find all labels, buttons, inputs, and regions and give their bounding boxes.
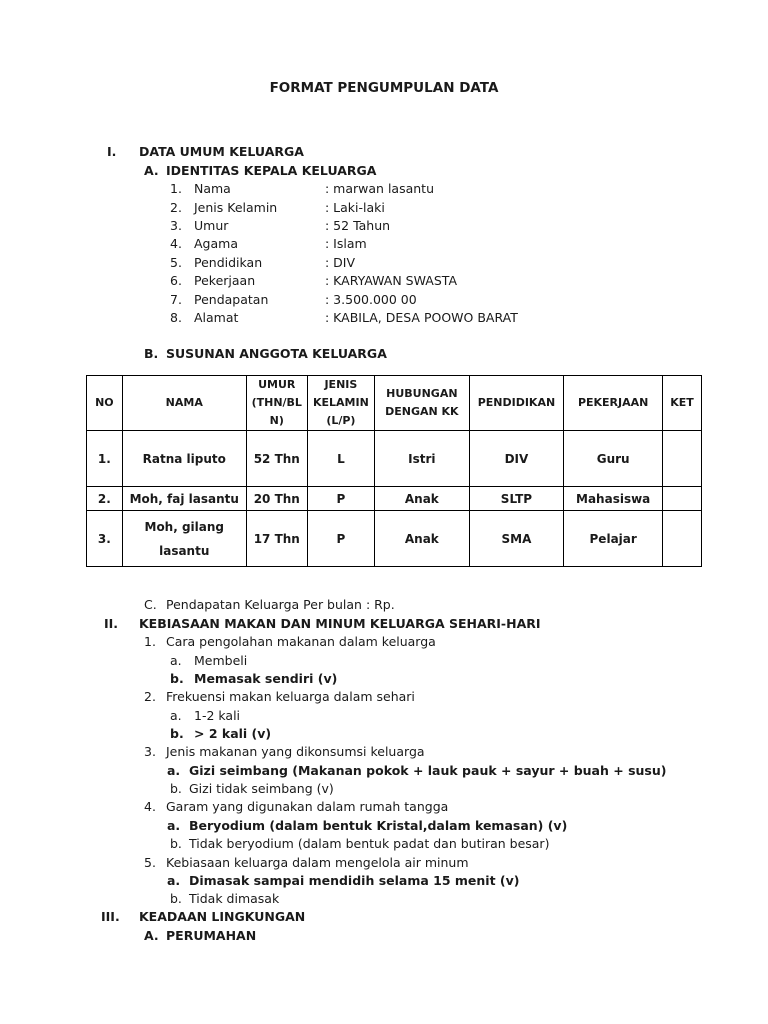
identity-label: Pendapatan bbox=[194, 292, 269, 307]
header-umur: UMUR (THN/BL N) bbox=[246, 376, 307, 431]
habit-question: Garam yang digunakan dalam rumah tangga bbox=[166, 799, 449, 814]
cell-pekerjaan: Mahasiswa bbox=[564, 487, 663, 511]
habit-question: Frekuensi makan keluarga dalam sehari bbox=[166, 689, 415, 704]
cell-jenis-kelamin: L bbox=[307, 431, 374, 487]
option-text: 1-2 kali bbox=[194, 708, 241, 723]
identity-label: Agama bbox=[194, 236, 238, 251]
habit-number: 2. bbox=[144, 689, 156, 704]
cell-ket bbox=[663, 431, 702, 487]
identity-label: Nama bbox=[194, 181, 231, 196]
identity-label: Alamat bbox=[194, 310, 239, 325]
cell-umur: 20 Thn bbox=[246, 487, 307, 511]
cell-jenis-kelamin: P bbox=[307, 511, 374, 567]
identity-label: Umur bbox=[194, 218, 229, 233]
cell-pendidikan: SLTP bbox=[469, 487, 564, 511]
option-letter-selected: a. bbox=[167, 873, 181, 888]
option-letter: b. bbox=[170, 891, 182, 906]
cell-nama: Moh, gilang lasantu bbox=[122, 511, 246, 567]
section-2-number: II. bbox=[104, 616, 119, 631]
subsection-c-text: Pendapatan Keluarga Per bulan : Rp. bbox=[166, 597, 395, 612]
option-letter-selected: b. bbox=[170, 726, 184, 741]
option-text-selected: Dimasak sampai mendidih selama 15 menit (v) bbox=[189, 873, 520, 888]
habit-number: 1. bbox=[144, 634, 156, 649]
identity-number: 3. bbox=[170, 218, 182, 233]
identity-number: 7. bbox=[170, 292, 182, 307]
identity-value: : KABILA, DESA POOWO BARAT bbox=[325, 310, 518, 325]
subsection-perumahan-heading: PERUMAHAN bbox=[166, 928, 257, 943]
identity-label: Pendidikan bbox=[194, 255, 263, 270]
section-3-number: III. bbox=[101, 909, 120, 924]
header-pendidikan: PENDIDIKAN bbox=[469, 376, 564, 431]
option-letter: b. bbox=[170, 836, 182, 851]
cell-ket bbox=[663, 487, 702, 511]
section-1-number: I. bbox=[107, 144, 117, 159]
cell-ket bbox=[663, 511, 702, 567]
cell-hubungan: Istri bbox=[375, 431, 470, 487]
identity-number: 8. bbox=[170, 310, 182, 325]
table-row bbox=[87, 487, 702, 511]
section-2-heading: KEBIASAAN MAKAN DAN MINUM KELUARGA SEHARI-HARI bbox=[139, 616, 541, 631]
cell-pendidikan: SMA bbox=[469, 511, 564, 567]
section-1-heading: DATA UMUM KELUARGA bbox=[139, 144, 304, 159]
option-text: Tidak beryodium (dalam bentuk padat dan butiran besar) bbox=[189, 836, 550, 851]
identity-number: 2. bbox=[170, 200, 182, 215]
option-letter-selected: a. bbox=[167, 763, 181, 778]
identity-value: : 3.500.000 00 bbox=[325, 292, 417, 307]
cell-hubungan: Anak bbox=[375, 511, 470, 567]
option-text: Gizi tidak seimbang (v) bbox=[189, 781, 334, 796]
header-jenis-kelamin: JENIS KELAMIN (L/P) bbox=[307, 376, 374, 431]
habit-question: Kebiasaan keluarga dalam mengelola air minum bbox=[166, 855, 469, 870]
habit-number: 3. bbox=[144, 744, 156, 759]
cell-no: 3. bbox=[87, 511, 123, 567]
option-letter-selected: b. bbox=[170, 671, 184, 686]
subsection-a-letter: A. bbox=[144, 163, 159, 178]
subsection-perumahan-letter: A. bbox=[144, 928, 159, 943]
option-text-selected: Gizi seimbang (Makanan pokok + lauk pauk + sayur + buah + susu) bbox=[189, 763, 667, 778]
page-title: FORMAT PENGUMPULAN DATA bbox=[269, 80, 499, 96]
table-row bbox=[87, 511, 702, 567]
cell-no: 1. bbox=[87, 431, 123, 487]
option-text-selected: Beryodium (dalam bentuk Kristal,dalam kemasan) (v) bbox=[189, 818, 568, 833]
option-text-selected: Memasak sendiri (v) bbox=[194, 671, 338, 686]
table-row bbox=[87, 431, 702, 487]
habit-number: 5. bbox=[144, 855, 156, 870]
identity-value: : KARYAWAN SWASTA bbox=[325, 273, 457, 288]
identity-value: : marwan lasantu bbox=[325, 181, 434, 196]
header-hubungan: HUBUNGAN DENGAN KK bbox=[375, 376, 470, 431]
habit-number: 4. bbox=[144, 799, 156, 814]
option-letter: b. bbox=[170, 781, 182, 796]
cell-pendidikan: DIV bbox=[469, 431, 564, 487]
identity-value: : Laki-laki bbox=[325, 200, 385, 215]
identity-number: 4. bbox=[170, 236, 182, 251]
option-text: Tidak dimasak bbox=[189, 891, 280, 906]
cell-umur: 17 Thn bbox=[246, 511, 307, 567]
family-members-table bbox=[86, 375, 702, 567]
cell-jenis-kelamin: P bbox=[307, 487, 374, 511]
cell-pekerjaan: Pelajar bbox=[564, 511, 663, 567]
cell-nama: Moh, faj lasantu bbox=[122, 487, 246, 511]
cell-hubungan: Anak bbox=[375, 487, 470, 511]
cell-nama: Ratna liputo bbox=[122, 431, 246, 487]
identity-value: : 52 Tahun bbox=[325, 218, 391, 233]
identity-number: 1. bbox=[170, 181, 182, 196]
identity-label: Pekerjaan bbox=[194, 273, 256, 288]
identity-number: 6. bbox=[170, 273, 182, 288]
option-text-selected: > 2 kali (v) bbox=[194, 726, 272, 741]
header-pekerjaan: PEKERJAAN bbox=[564, 376, 663, 431]
header-nama: NAMA bbox=[122, 376, 246, 431]
subsection-c-letter: C. bbox=[144, 597, 157, 612]
header-no: NO bbox=[87, 376, 123, 431]
identity-value: : DIV bbox=[325, 255, 356, 270]
option-text: Membeli bbox=[194, 653, 248, 668]
option-letter: a. bbox=[170, 653, 182, 668]
cell-pekerjaan: Guru bbox=[564, 431, 663, 487]
subsection-b-letter: B. bbox=[144, 346, 159, 361]
subsection-a-heading: IDENTITAS KEPALA KELUARGA bbox=[166, 163, 377, 178]
section-3-heading: KEADAAN LINGKUNGAN bbox=[139, 909, 306, 924]
cell-umur: 52 Thn bbox=[246, 431, 307, 487]
identity-number: 5. bbox=[170, 255, 182, 270]
identity-label: Jenis Kelamin bbox=[194, 200, 278, 215]
habit-question: Jenis makanan yang dikonsumsi keluarga bbox=[166, 744, 425, 759]
header-ket: KET bbox=[663, 376, 702, 431]
option-letter: a. bbox=[170, 708, 182, 723]
identity-value: : Islam bbox=[325, 236, 367, 251]
table-header-row bbox=[87, 376, 702, 431]
habit-question: Cara pengolahan makanan dalam keluarga bbox=[166, 634, 436, 649]
subsection-b-heading: SUSUNAN ANGGOTA KELUARGA bbox=[166, 346, 387, 361]
option-letter-selected: a. bbox=[167, 818, 181, 833]
cell-no: 2. bbox=[87, 487, 123, 511]
